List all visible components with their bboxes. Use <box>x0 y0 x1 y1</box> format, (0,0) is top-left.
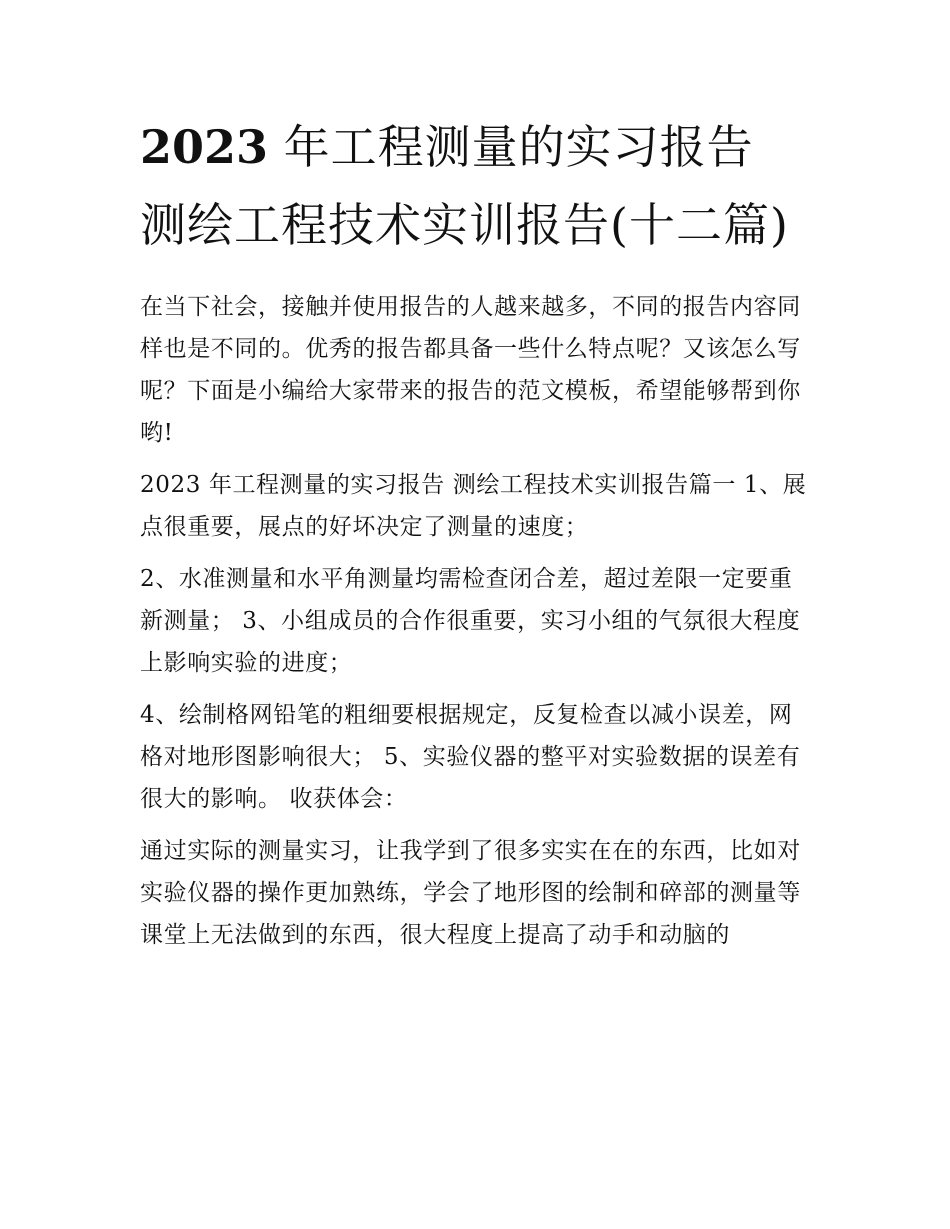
paragraph-points-two-three: 2、水准测量和水平角测量均需检查闭合差，超过差限一定要重新测量； 3、小组成员的合作很重要，实习小组的气氛很大程度上影响实验的进度； <box>140 566 801 676</box>
document-body <box>140 286 812 956</box>
document-title-text: 年工程测量的实习报告 测绘工程技术实训报告(十二篇) <box>140 120 789 252</box>
paragraph-points-four-five: 4、绘制格网铅笔的粗细要根据规定，反复检查以减小误差，网格对地形图影响很大； 5、实验仪器的整平对实验数据的误差有很大的影响。 收获体会： <box>140 702 801 812</box>
paragraph-section-one: 2023 年工程测量的实习报告 测绘工程技术实训报告篇一 1、展点很重要，展点的好坏决定了测量的速度； <box>140 472 807 540</box>
document-title <box>140 108 812 264</box>
paragraph-intro: 在当下社会，接触并使用报告的人越来越多，不同的报告内容同样也是不同的。优秀的报告都具备一些什么特点呢？又该怎么写呢？下面是小编给大家带来的报告的范文模板，希望能够帮到你哟! <box>140 294 801 446</box>
document-title-year: 2023 <box>140 120 269 174</box>
paragraph-reflection: 通过实际的测量实习，让我学到了很多实实在在的东西，比如对实验仪器的操作更加熟练，学会了地形图的绘制和碎部的测量等课堂上无法做到的东西，很大程度上提高了动手和动脑的 <box>140 838 801 948</box>
